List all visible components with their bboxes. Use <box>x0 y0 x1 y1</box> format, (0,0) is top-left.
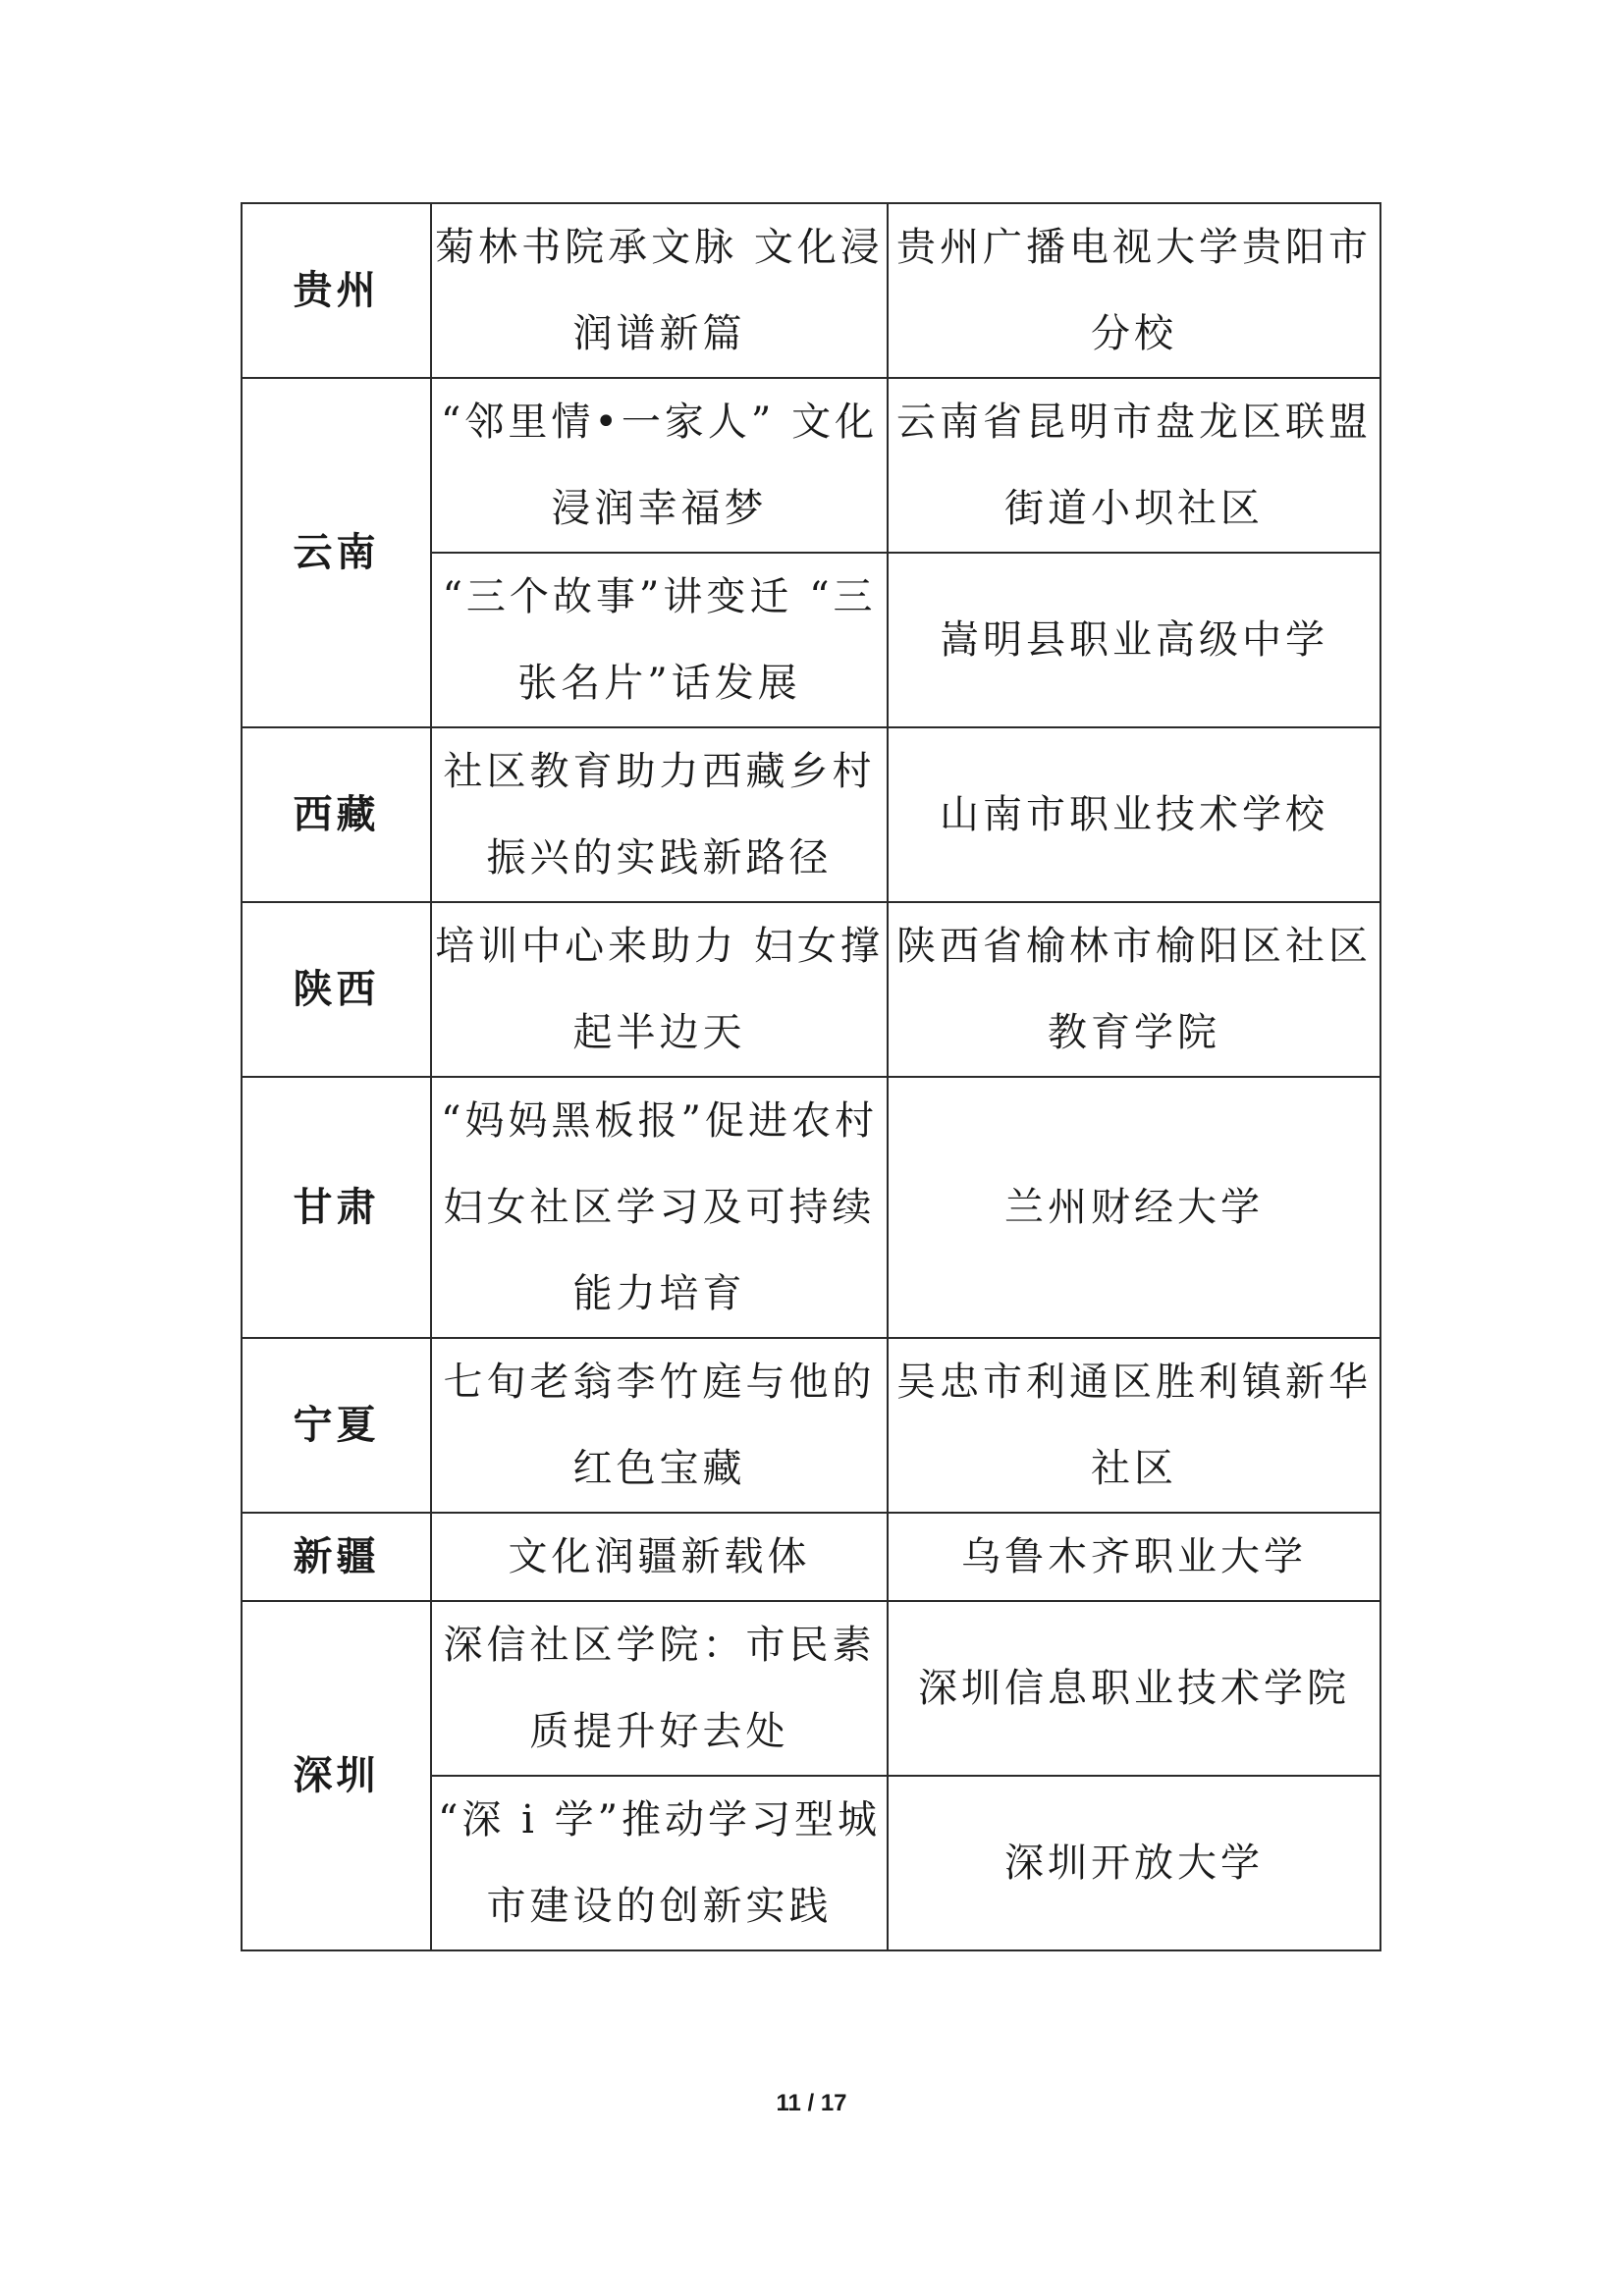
unit-cell: 深圳信息职业技术学院 <box>888 1601 1380 1776</box>
unit-cell: 云南省昆明市盘龙区联盟街道小坝社区 <box>888 378 1380 553</box>
unit-cell: 兰州财经大学 <box>888 1077 1380 1338</box>
unit-cell: 乌鲁木齐职业大学 <box>888 1513 1380 1601</box>
table-row <box>242 902 1380 1077</box>
region-cell: 甘肃 <box>242 1077 431 1338</box>
region-cell: 新疆 <box>242 1513 431 1601</box>
unit-cell: 陕西省榆林市榆阳区社区教育学院 <box>888 902 1380 1077</box>
project-cell: 菊林书院承文脉 文化浸润谱新篇 <box>431 203 888 378</box>
unit-cell: 吴忠市利通区胜利镇新华社区 <box>888 1338 1380 1513</box>
project-cell: “妈妈黑板报”促进农村妇女社区学习及可持续能力培育 <box>431 1077 888 1338</box>
unit-cell: 山南市职业技术学校 <box>888 727 1380 902</box>
project-cell: “深 i 学”推动学习型城市建设的创新实践 <box>431 1776 888 1950</box>
project-cell: 深信社区学院：市民素质提升好去处 <box>431 1601 888 1776</box>
unit-cell: 深圳开放大学 <box>888 1776 1380 1950</box>
unit-cell: 嵩明县职业高级中学 <box>888 553 1380 727</box>
page-number: 11 / 17 <box>776 2090 847 2116</box>
award-table <box>241 202 1381 1951</box>
project-cell: 文化润疆新载体 <box>431 1513 888 1601</box>
table-row <box>242 1513 1380 1601</box>
project-cell: “邻里情•一家人” 文化浸润幸福梦 <box>431 378 888 553</box>
project-cell: 社区教育助力西藏乡村振兴的实践新路径 <box>431 727 888 902</box>
project-cell: 培训中心来助力 妇女撑起半边天 <box>431 902 888 1077</box>
table-row <box>242 203 1380 378</box>
project-cell: 七旬老翁李竹庭与他的红色宝藏 <box>431 1338 888 1513</box>
table-row <box>242 727 1380 902</box>
region-cell: 宁夏 <box>242 1338 431 1513</box>
table-row <box>242 378 1380 553</box>
region-cell: 贵州 <box>242 203 431 378</box>
project-cell: “三个故事”讲变迁 “三张名片”话发展 <box>431 553 888 727</box>
table-row <box>242 1338 1380 1513</box>
region-cell: 西藏 <box>242 727 431 902</box>
table-row <box>242 1077 1380 1338</box>
unit-cell: 贵州广播电视大学贵阳市分校 <box>888 203 1380 378</box>
region-cell: 陕西 <box>242 902 431 1077</box>
region-cell: 深圳 <box>242 1601 431 1950</box>
region-cell: 云南 <box>242 378 431 727</box>
table-row <box>242 1601 1380 1776</box>
